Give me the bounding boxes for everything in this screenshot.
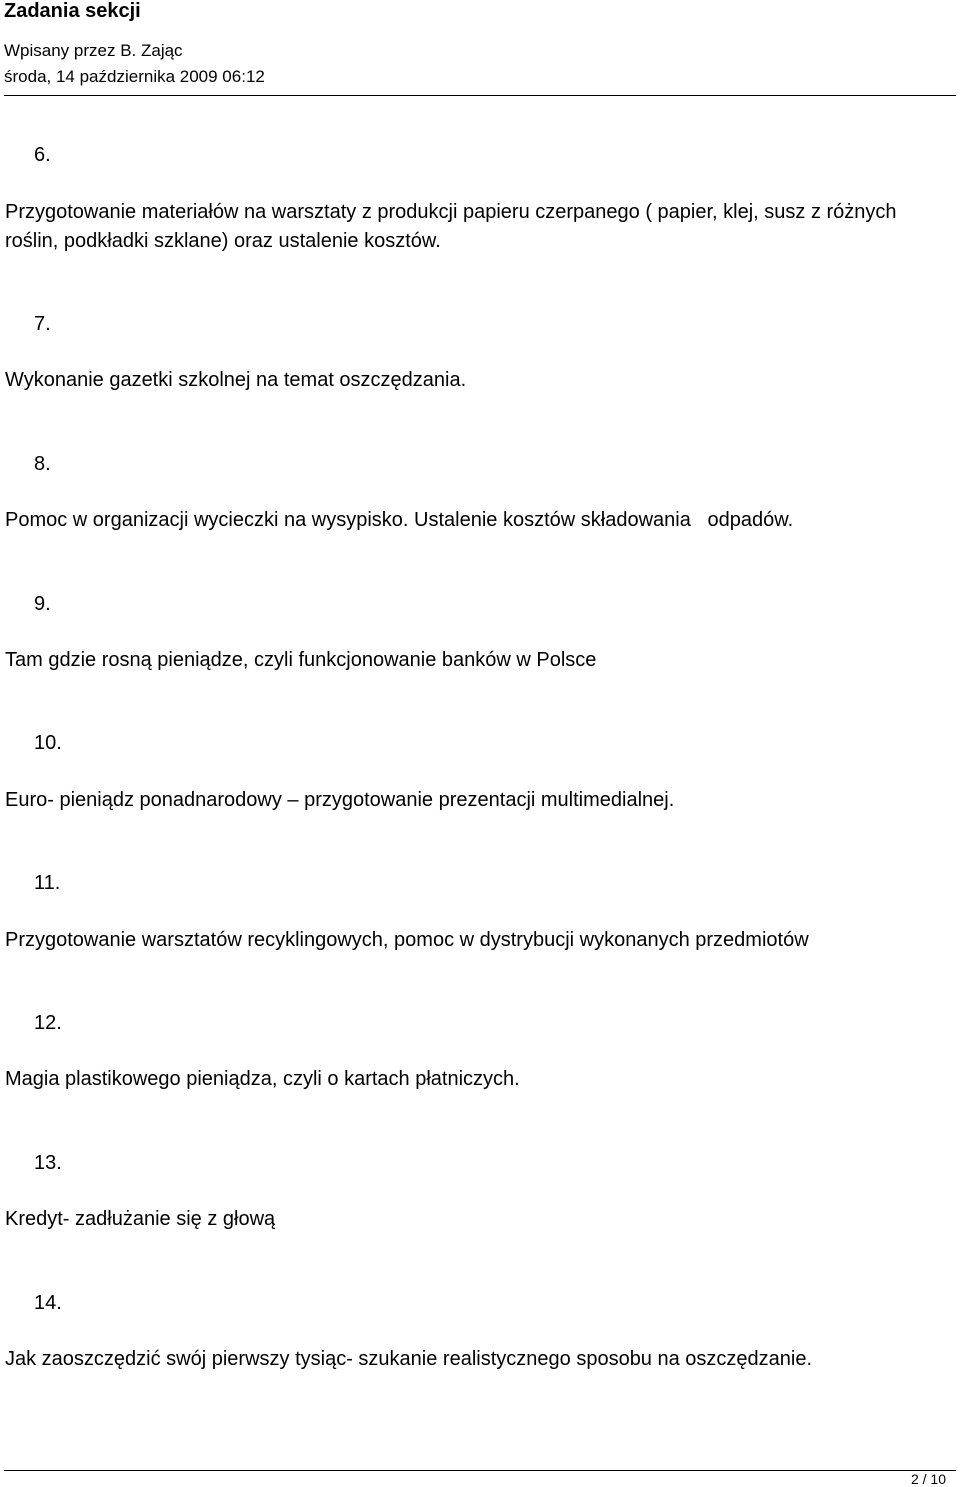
header-divider: [4, 95, 956, 96]
item-text: Wykonanie gazetki szkolnej na temat oszczędzania.: [5, 369, 467, 391]
article-header: [4, 0, 956, 86]
article-title: Zadania sekcji: [4, 0, 141, 22]
item-text: Przygotowanie warsztatów recyklingowych, pomoc w dystrybucji wykonanych przedmiotów: [5, 929, 809, 951]
item-text: Magia plastikowego pieniądza, czyli o kartach płatniczych.: [5, 1068, 520, 1090]
item-text: Kredyt- zadłużanie się z głową: [5, 1208, 276, 1230]
item-text: Tam gdzie rosną pieniądze, czyli funkcjonowanie banków w Polsce: [5, 649, 597, 671]
item-text: Jak zaoszczędzić swój pierwszy tysiąc- szukanie realistycznego sposobu na oszczędzanie.: [5, 1348, 813, 1370]
article-author: Wpisany przez B. Zając: [4, 41, 183, 60]
item-number: 11.: [34, 872, 61, 894]
item-text: Przygotowanie materiałów na warsztaty z produkcji papieru czerpanego ( papier, klej, susz z różnych roślin, podkładki szklane) oraz ustalenie kosztów.: [5, 201, 897, 252]
item-number: 12.: [34, 1012, 62, 1034]
page-number: 2 / 10: [910, 1471, 946, 1487]
item-number: 14.: [34, 1292, 62, 1314]
article-date: środa, 14 października 2009 06:12: [4, 67, 265, 86]
item-number: 9.: [34, 593, 51, 615]
item-number: 8.: [34, 453, 51, 475]
footer-divider: [4, 1470, 956, 1471]
item-number: 10.: [34, 732, 62, 754]
item-text: Pomoc w organizacji wycieczki na wysypisko. Ustalenie kosztów składowania odpadów.: [5, 509, 794, 531]
item-number: 7.: [34, 313, 51, 335]
item-number: 6.: [34, 144, 51, 166]
item-number: 13.: [34, 1152, 62, 1174]
item-text: Euro- pieniądz ponadnarodowy – przygotowanie prezentacji multimedialnej.: [5, 789, 675, 811]
